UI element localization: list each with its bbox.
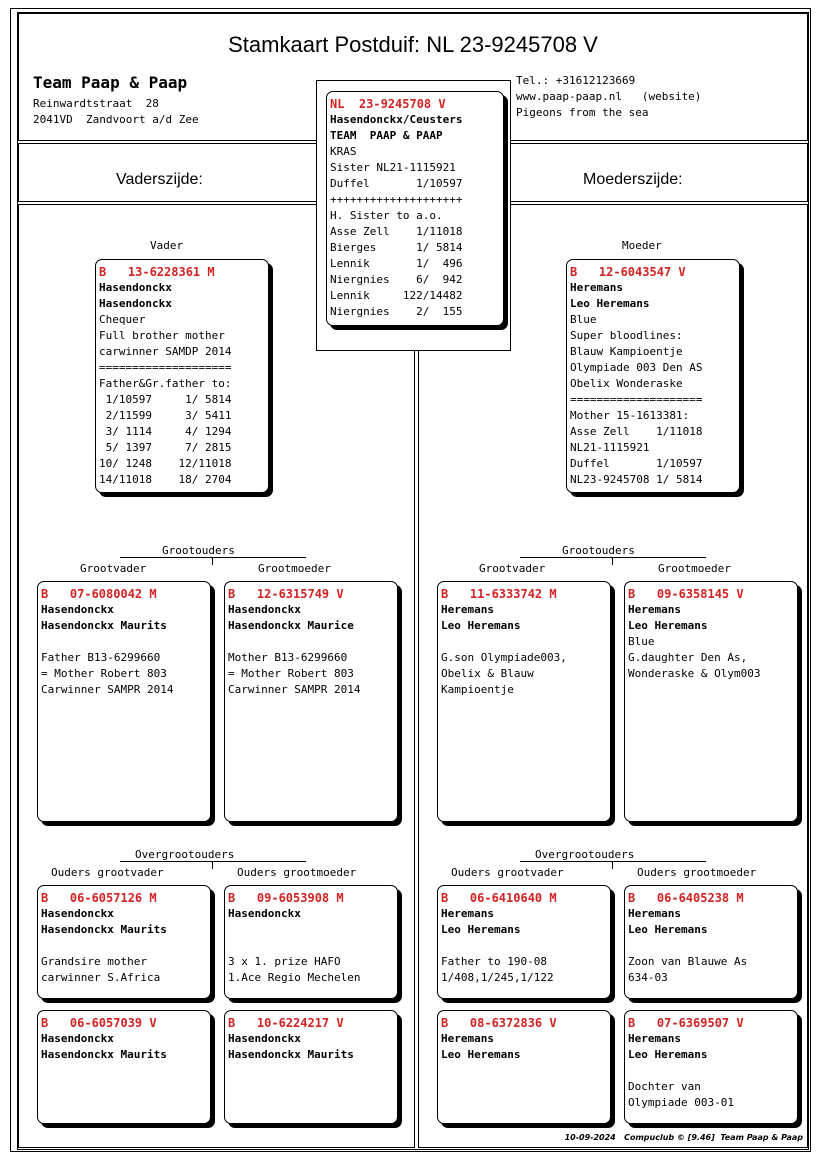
connector-line	[612, 861, 613, 869]
name-line: Hasendonckx	[41, 907, 114, 920]
ring-number: B 06-6057126 M	[41, 891, 157, 905]
note-line	[228, 634, 397, 650]
moeder-label: Moeder	[622, 239, 662, 252]
grootvader-label-right: Grootvader	[479, 562, 546, 575]
great-grandparent-card	[624, 885, 798, 999]
note-line: 3/ 1114 4/ 1294	[99, 425, 232, 438]
note-line	[41, 634, 210, 650]
note-line: Carwinner SAMPR 2014	[228, 683, 361, 696]
note-line: Father B13-6299660	[41, 651, 161, 664]
name-line: Hasendonckx	[99, 297, 172, 310]
note-line: Olympiade 003 Den AS	[570, 361, 703, 374]
note-line: Mother B13-6299660	[228, 651, 348, 664]
name-line: Heremans	[628, 907, 681, 920]
note-line: Carwinner SAMPR 2014	[41, 683, 174, 696]
note-line: 10/ 1248 12/11018	[99, 457, 232, 470]
note-line: Lennik 122/14482	[330, 289, 463, 302]
connector-line	[212, 557, 213, 565]
contact-tel: Tel.: +31612123669	[516, 74, 636, 87]
overgrootouders-label-right: Overgrootouders	[535, 848, 635, 861]
ring-number: B 12-6315749 V	[228, 587, 344, 601]
great-grandparent-card	[37, 1010, 211, 1124]
great-grandparent-card	[624, 1010, 798, 1124]
note-line: Asse Zell 1/11018	[330, 225, 463, 238]
father-notes	[99, 312, 268, 488]
name-line: Heremans	[441, 603, 494, 616]
grootvader-label-left: Grootvader	[80, 562, 147, 575]
grootouders-label-right: Grootouders	[562, 544, 635, 557]
note-line: Sister NL21-1115921	[330, 161, 456, 174]
note-line: 14/11018 18/ 2704	[99, 473, 232, 486]
mother-notes	[570, 312, 739, 488]
great-grandparent-card	[224, 1010, 398, 1124]
name-line: Hasendonckx Maurice	[228, 619, 354, 632]
note-line	[441, 938, 610, 954]
note-line: Kampioentje	[441, 683, 514, 696]
name-line: Hasendonckx Maurits	[41, 1048, 167, 1061]
ouders-grootvader-label-left: Ouders grootvader	[51, 866, 164, 879]
name-line: Hasendonckx Maurits	[41, 619, 167, 632]
main-line: Hasendonckx/Ceusters	[330, 113, 463, 126]
note-line	[228, 922, 397, 938]
note-line: NL23-9245708 1/ 5814	[570, 473, 703, 486]
name-line: Hasendonckx	[41, 603, 114, 616]
vader-label: Vader	[150, 239, 184, 252]
owner-street: Reinwardtstraat 28	[33, 97, 159, 110]
ouders-grootmoeder-label-right: Ouders grootmoeder	[637, 866, 757, 879]
name-line: Heremans	[628, 603, 681, 616]
owner-block	[33, 73, 199, 128]
note-line: Niergnies 6/ 942	[330, 273, 463, 286]
note-line: 1/408,1/245,1/122	[441, 971, 554, 984]
mother-side-label: Moederszijde:	[583, 171, 683, 188]
ring-number: B 09-6358145 V	[628, 587, 744, 601]
note-line: Full brother mother	[99, 329, 225, 342]
note-line: carwinner SAMDP 2014	[99, 345, 232, 358]
name-line: Leo Heremans	[628, 1048, 708, 1061]
father-ring: B 13-6228361 M	[99, 265, 215, 279]
grandparent-card	[37, 581, 211, 822]
great-grandparent-card	[224, 885, 398, 999]
father-side-label: Vaderszijde:	[116, 171, 203, 188]
mother-card	[566, 259, 740, 493]
name-line: Hasendonckx Maurits	[228, 1048, 354, 1061]
note-line: NL21-1115921	[570, 441, 650, 454]
name-line: Heremans	[441, 907, 494, 920]
note-line: 634-03	[628, 971, 668, 984]
connector-line	[612, 557, 613, 565]
note-line	[628, 938, 797, 954]
name-line: Leo Heremans	[441, 1048, 521, 1061]
note-line: Grandsire mother	[41, 955, 147, 968]
note-line	[628, 1063, 797, 1079]
note-line: Duffel 1/10597	[330, 177, 463, 190]
name-line: Heremans	[441, 1032, 494, 1045]
note-line: 2/11599 3/ 5411	[99, 409, 232, 422]
main-pigeon-card	[326, 91, 504, 326]
great-grandparent-card	[437, 885, 611, 999]
name-line: Leo Heremans	[628, 619, 708, 632]
ouders-grootmoeder-label-left: Ouders grootmoeder	[237, 866, 357, 879]
note-line: Lennik 1/ 496	[330, 257, 463, 270]
note-line: Niergnies 2/ 155	[330, 305, 463, 318]
connector-line	[520, 557, 706, 558]
main-ring: NL 23-9245708 V	[330, 97, 446, 111]
note-line: Blauw Kampioentje	[570, 345, 683, 358]
note-line	[41, 938, 210, 954]
mother-ring: B 12-6043547 V	[570, 265, 686, 279]
grootouders-label-left: Grootouders	[162, 544, 235, 557]
name-line: Hasendonckx	[228, 603, 301, 616]
grandparent-card	[224, 581, 398, 822]
owner-name: Team Paap & Paap	[33, 73, 188, 92]
note-line: 3 x 1. prize HAFO	[228, 955, 341, 968]
connector-line	[120, 861, 306, 862]
name-line: Leo Heremans	[628, 923, 708, 936]
contact-block	[516, 73, 701, 121]
ouders-grootvader-label-right: Ouders grootvader	[451, 866, 564, 879]
note-line: G.son Olympiade003,	[441, 651, 567, 664]
grandparent-card	[437, 581, 611, 822]
ring-number: B 09-6053908 M	[228, 891, 344, 905]
note-line: KRAS	[330, 145, 357, 158]
note-line: Dochter van	[628, 1080, 701, 1093]
footer-text: 10-09-2024 Compuclub © [9.46] Team Paap & Paap	[564, 1133, 803, 1142]
great-grandparent-card	[37, 885, 211, 999]
note-line: ====================	[570, 393, 703, 406]
note-line	[441, 634, 610, 650]
grootmoeder-label-left: Grootmoeder	[258, 562, 331, 575]
note-line: ====================	[99, 361, 232, 374]
ring-number: B 08-6372836 V	[441, 1016, 557, 1030]
note-line: Wonderaske & Olym003	[628, 667, 761, 680]
note-line: Duffel 1/10597	[570, 457, 703, 470]
note-line: Blue	[628, 635, 655, 648]
father-card	[95, 259, 269, 493]
note-line: 1.Ace Regio Mechelen	[228, 971, 361, 984]
page-title: Stamkaart Postduif: NL 23-9245708 V	[228, 32, 598, 57]
note-line: Father to 190-08	[441, 955, 547, 968]
name-line: Hasendonckx	[228, 1032, 301, 1045]
note-line: Bierges 1/ 5814	[330, 241, 463, 254]
connector-line	[520, 861, 706, 862]
grootmoeder-label-right: Grootmoeder	[658, 562, 731, 575]
note-line	[228, 938, 397, 954]
name-line: Heremans	[628, 1032, 681, 1045]
note-line: 1/10597 1/ 5814	[99, 393, 232, 406]
note-line: Father&Gr.father to:	[99, 377, 232, 390]
contact-web: www.paap-paap.nl (website)	[516, 90, 702, 103]
note-line: Chequer	[99, 313, 146, 326]
note-line: Super bloodlines:	[570, 329, 683, 342]
name-line: Leo Heremans	[441, 923, 521, 936]
name-line: Leo Heremans	[441, 619, 521, 632]
ring-number: B 06-6410640 M	[441, 891, 557, 905]
overgrootouders-label-left: Overgrootouders	[135, 848, 235, 861]
name-line: Hasendonckx	[228, 907, 301, 920]
note-line: Zoon van Blauwe As	[628, 955, 748, 968]
note-line: Mother 15-1613381:	[570, 409, 690, 422]
owner-city: 2041VD Zandvoort a/d Zee	[33, 113, 199, 126]
name-line: Hasendonckx Maurits	[41, 923, 167, 936]
ring-number: B 07-6080042 M	[41, 587, 157, 601]
note-line: = Mother Robert 803	[41, 667, 167, 680]
note-line: G.daughter Den As,	[628, 651, 748, 664]
note-line: Blue	[570, 313, 597, 326]
note-line: Obelix Wonderaske	[570, 377, 683, 390]
note-line: carwinner S.Africa	[41, 971, 161, 984]
name-line: Heremans	[570, 281, 623, 294]
name-line: Hasendonckx	[41, 1032, 114, 1045]
main-notes	[330, 144, 503, 320]
name-line: Hasendonckx	[99, 281, 172, 294]
father-bold	[99, 280, 268, 312]
great-grandparent-card	[437, 1010, 611, 1124]
note-line: Obelix & Blauw	[441, 667, 534, 680]
ring-number: B 06-6405238 M	[628, 891, 744, 905]
note-line: 5/ 1397 7/ 2815	[99, 441, 232, 454]
grandparent-card	[624, 581, 798, 822]
note-line: Olympiade 003-01	[628, 1096, 734, 1109]
note-line: H. Sister to a.o.	[330, 209, 443, 222]
note-line: = Mother Robert 803	[228, 667, 354, 680]
contact-slogan: Pigeons from the sea	[516, 106, 649, 119]
mother-bold	[570, 280, 739, 312]
note-line: ++++++++++++++++++++	[330, 193, 463, 206]
ring-number: B 10-6224217 V	[228, 1016, 344, 1030]
note-line: Asse Zell 1/11018	[570, 425, 703, 438]
ring-number: B 07-6369507 V	[628, 1016, 744, 1030]
connector-line	[120, 557, 306, 558]
ring-number: B 11-6333742 M	[441, 587, 557, 601]
name-line: Leo Heremans	[570, 297, 650, 310]
main-line: TEAM PAAP & PAAP	[330, 129, 443, 142]
ring-number: B 06-6057039 V	[41, 1016, 157, 1030]
connector-line	[212, 861, 213, 869]
